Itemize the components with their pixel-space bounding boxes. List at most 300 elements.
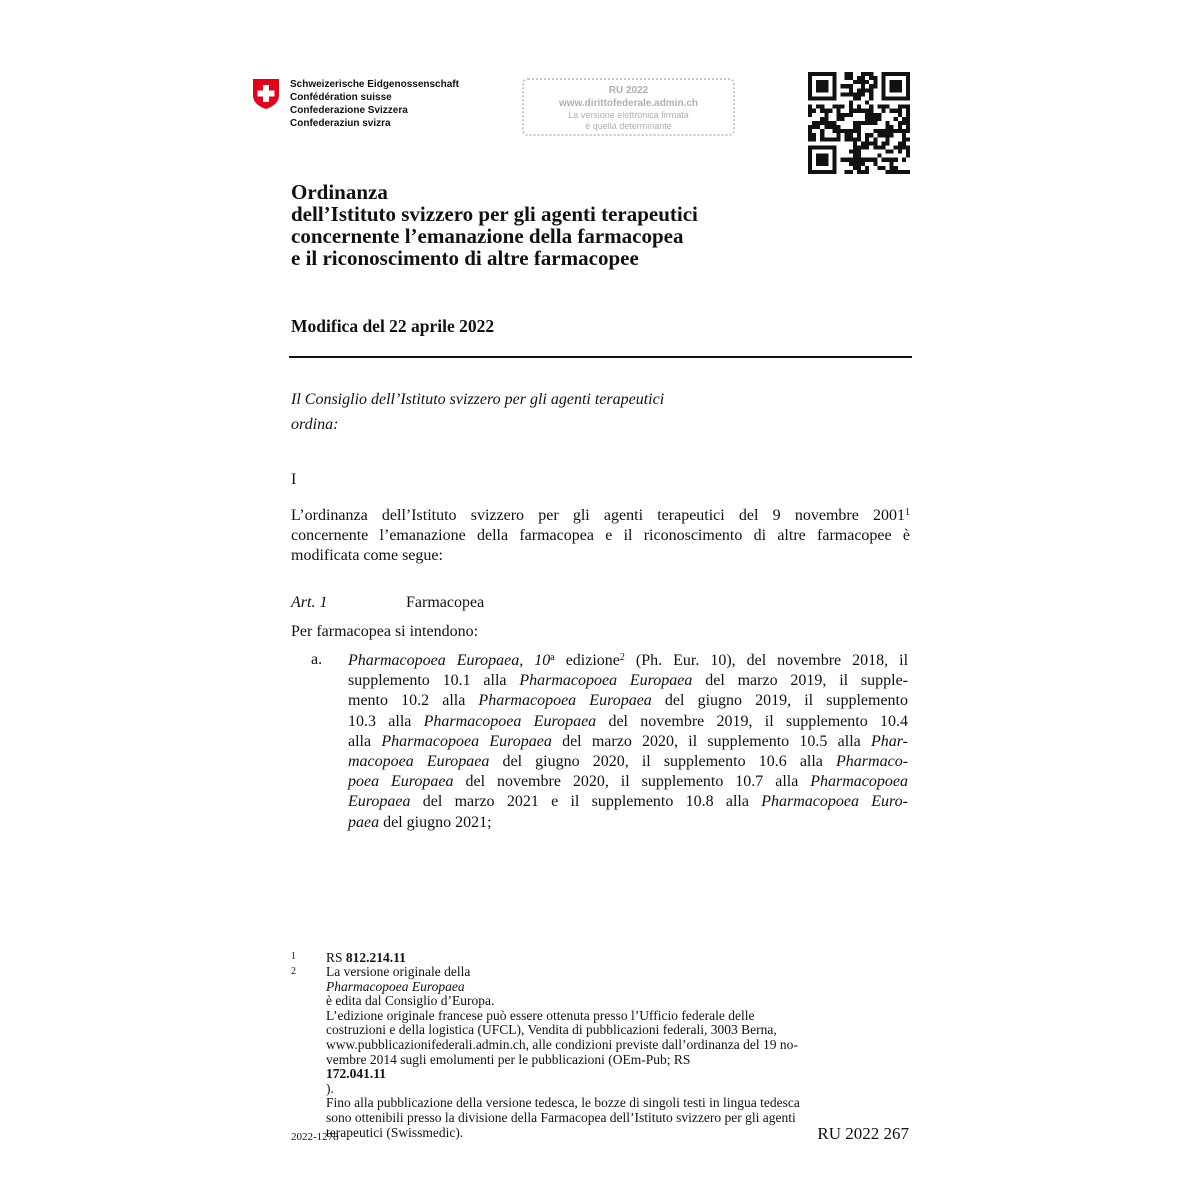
- qr-module: [857, 129, 861, 133]
- qr-module: [902, 96, 906, 100]
- qr-module: [820, 96, 824, 100]
- qr-module: [853, 125, 857, 129]
- qr-module: [906, 113, 910, 117]
- qr-module: [837, 129, 841, 133]
- qr-module: [824, 109, 828, 113]
- qr-module: [853, 150, 857, 154]
- qr-module: [845, 129, 849, 133]
- qr-module: [816, 105, 820, 109]
- qr-module: [906, 84, 910, 88]
- qr-module: [808, 129, 812, 133]
- qr-module: [849, 129, 853, 133]
- qr-module: [890, 129, 894, 133]
- qr-module: [808, 96, 812, 100]
- qr-module: [824, 145, 828, 149]
- qr-module: [906, 117, 910, 121]
- qr-module: [816, 96, 820, 100]
- article-label: Art. 1: [291, 594, 328, 611]
- qr-module: [898, 129, 902, 133]
- qr-module: [869, 88, 873, 92]
- qr-code-icon[interactable]: [808, 72, 910, 174]
- qr-module: [857, 109, 861, 113]
- qr-module: [898, 145, 902, 149]
- qr-module: [837, 133, 841, 137]
- qr-module: [894, 109, 898, 113]
- qr-module: [849, 101, 853, 105]
- item-text: del novembre 2019, il supplemento 10.4: [596, 712, 909, 730]
- item-line: [348, 792, 908, 812]
- qr-module: [894, 88, 898, 92]
- pharmacopoeia-name: Pharmacopoea Europaea: [381, 732, 552, 750]
- qr-module: [861, 92, 865, 96]
- qr-module: [898, 88, 902, 92]
- qr-module: [808, 84, 812, 88]
- qr-module: [808, 92, 812, 96]
- qr-module: [824, 162, 828, 166]
- qr-module: [865, 137, 869, 141]
- pharmacopoeia-name: Pharmacopoea Europaea: [326, 978, 465, 994]
- qr-module: [865, 113, 869, 117]
- qr-module: [881, 76, 885, 80]
- qr-module: [869, 113, 873, 117]
- qr-module: [881, 96, 885, 100]
- qr-module: [824, 88, 828, 92]
- qr-module: [894, 158, 898, 162]
- footnote-number: 2: [291, 966, 296, 977]
- qr-module: [898, 125, 902, 129]
- qr-module: [873, 145, 877, 149]
- qr-module: [845, 84, 849, 88]
- qr-module: [877, 166, 881, 170]
- qr-module: [853, 166, 857, 170]
- qr-module: [861, 121, 865, 125]
- qr-module: [820, 80, 824, 84]
- qr-module: [845, 133, 849, 137]
- qr-module: [845, 76, 849, 80]
- qr-module: [828, 96, 832, 100]
- qr-module: [837, 125, 841, 129]
- qr-module: [890, 109, 894, 113]
- qr-module: [824, 113, 828, 117]
- qr-module: [873, 117, 877, 121]
- footnote-line: sono ottenibili presso la divisione della Farmacopea dell’Istituto svizzero per gli agenti: [326, 1109, 796, 1125]
- qr-module: [808, 109, 812, 113]
- item-text: edizione: [554, 652, 620, 669]
- qr-module: [877, 117, 881, 121]
- document-title: [291, 181, 698, 269]
- pharmacopoeia-name: paea: [348, 813, 380, 831]
- qr-module: [824, 117, 828, 121]
- qr-module: [881, 105, 885, 109]
- qr-module: [869, 72, 873, 76]
- qr-module: [861, 141, 865, 145]
- qr-module: [853, 129, 857, 133]
- qr-module: [820, 105, 824, 109]
- qr-module: [881, 72, 885, 76]
- item-text: del giugno 2021;: [379, 813, 492, 831]
- rs-reference[interactable]: 812.214.11: [345, 950, 406, 965]
- qr-module: [820, 121, 824, 125]
- qr-module: [824, 80, 828, 84]
- qr-module: [812, 96, 816, 100]
- item-text: , 10: [519, 652, 551, 669]
- qr-module: [865, 133, 869, 137]
- qr-module: [832, 72, 836, 76]
- qr-module: [898, 170, 902, 174]
- qr-module: [824, 154, 828, 158]
- qr-module: [841, 158, 845, 162]
- qr-module: [873, 158, 877, 162]
- qr-module: [873, 162, 877, 166]
- intro-line: modificata come segue:: [291, 547, 443, 564]
- pharmacopoeia-name: poea Europaea: [348, 773, 454, 791]
- qr-module: [832, 150, 836, 154]
- qr-module: [832, 96, 836, 100]
- qr-module: [881, 88, 885, 92]
- qr-module: [898, 109, 902, 113]
- qr-module: [832, 125, 836, 129]
- qr-module: [853, 162, 857, 166]
- item-text: del novembre 2020, il supplemento 10.7 alla: [453, 773, 811, 791]
- section-intro: [291, 506, 910, 566]
- federation-name-it: Confederazione Svizzera: [290, 105, 408, 116]
- footnote-line: costruzioni e della logistica (UFCL), Vendita di pubblicazioni federali, 3003 Berna,: [326, 1022, 777, 1038]
- footnote-ref-1[interactable]: 1: [905, 507, 910, 518]
- qr-module: [824, 125, 828, 129]
- qr-module: [824, 84, 828, 88]
- qr-module: [861, 162, 865, 166]
- qr-module: [820, 170, 824, 174]
- qr-module: [816, 145, 820, 149]
- qr-module: [841, 84, 845, 88]
- qr-module: [832, 166, 836, 170]
- qr-module: [894, 80, 898, 84]
- qr-module: [820, 129, 824, 133]
- qr-module: [828, 125, 832, 129]
- qr-module: [873, 84, 877, 88]
- qr-module: [869, 141, 873, 145]
- qr-module: [869, 105, 873, 109]
- qr-module: [894, 84, 898, 88]
- qr-module: [906, 150, 910, 154]
- qr-module: [886, 121, 890, 125]
- qr-module: [853, 96, 857, 100]
- qr-module: [894, 129, 898, 133]
- qr-module: [865, 101, 869, 105]
- qr-module: [832, 84, 836, 88]
- qr-module: [886, 72, 890, 76]
- qr-module: [886, 170, 890, 174]
- qr-module: [849, 84, 853, 88]
- qr-module: [832, 162, 836, 166]
- electronic-version-stamp: [522, 78, 735, 136]
- qr-module: [857, 154, 861, 158]
- item-text: supplemento 10.1 alla: [348, 672, 520, 690]
- qr-module: [853, 145, 857, 149]
- qr-module: [857, 133, 861, 137]
- qr-module: [816, 84, 820, 88]
- qr-module: [861, 170, 865, 174]
- qr-module: [861, 72, 865, 76]
- qr-module: [849, 158, 853, 162]
- qr-module: [881, 80, 885, 84]
- qr-module: [853, 158, 857, 162]
- qr-module: [877, 105, 881, 109]
- qr-module: [886, 129, 890, 133]
- qr-module: [881, 129, 885, 133]
- item-line: [348, 752, 908, 772]
- qr-module: [832, 92, 836, 96]
- qr-module: [845, 158, 849, 162]
- qr-module: [812, 121, 816, 125]
- qr-module: [906, 72, 910, 76]
- pharmacopoeia-name: Pharmacopoea Euro-: [761, 793, 909, 811]
- footnote-text: vembre 2014 sugli emolumenti per le pubblicazioni (OEm-Pub; RS: [326, 1051, 691, 1067]
- qr-module: [845, 170, 849, 174]
- item-text: del marzo 2019, il supple-: [692, 672, 909, 690]
- qr-module: [906, 121, 910, 125]
- qr-module: [808, 80, 812, 84]
- qr-module: [857, 150, 861, 154]
- qr-module: [820, 137, 824, 141]
- qr-module: [828, 170, 832, 174]
- item-line: [348, 671, 908, 691]
- qr-module: [865, 80, 869, 84]
- title-line: dell’Istituto svizzero per gli agenti terapeutici: [291, 202, 698, 226]
- qr-module: [816, 170, 820, 174]
- footnote-line: www.pubblicazionifederali.admin.ch, alle condizioni previste dall’ordinanza del 19 no-: [326, 1036, 798, 1052]
- qr-module: [849, 92, 853, 96]
- qr-module: [808, 72, 812, 76]
- qr-module: [808, 76, 812, 80]
- qr-module: [894, 145, 898, 149]
- qr-module: [890, 84, 894, 88]
- qr-module: [824, 121, 828, 125]
- qr-module: [828, 145, 832, 149]
- footnote-line: Fino alla pubblicazione della versione tedesca, le bozze di singoli testi in lingua tedesca: [326, 1095, 800, 1111]
- qr-module: [906, 76, 910, 80]
- qr-module: [865, 109, 869, 113]
- qr-module: [890, 170, 894, 174]
- qr-module: [877, 154, 881, 158]
- qr-module: [853, 109, 857, 113]
- qr-module: [808, 105, 812, 109]
- qr-module: [832, 170, 836, 174]
- footnote-text: RS: [326, 950, 346, 965]
- list-item: [348, 651, 908, 833]
- qr-module: [816, 80, 820, 84]
- qr-module: [857, 158, 861, 162]
- pharmacopoeia-name: Phar-: [870, 732, 908, 750]
- item-line: [348, 712, 908, 732]
- pharmacopoeia-name: Pharmaco-: [836, 753, 909, 771]
- qr-module: [841, 113, 845, 117]
- qr-module: [890, 72, 894, 76]
- item-line: [348, 813, 908, 833]
- qr-module: [890, 80, 894, 84]
- qr-module: [898, 105, 902, 109]
- qr-module: [841, 92, 845, 96]
- qr-module: [886, 133, 890, 137]
- qr-module: [849, 72, 853, 76]
- qr-module: [894, 170, 898, 174]
- qr-module: [820, 133, 824, 137]
- qr-module: [853, 121, 857, 125]
- qr-module: [894, 117, 898, 121]
- qr-module: [849, 113, 853, 117]
- qr-module: [881, 92, 885, 96]
- footnote-line: terapeutici (Swissmedic).: [326, 1124, 464, 1140]
- qr-module: [841, 129, 845, 133]
- qr-module: [845, 113, 849, 117]
- qr-module: [869, 117, 873, 121]
- qr-module: [877, 129, 881, 133]
- qr-module: [849, 133, 853, 137]
- qr-module: [812, 109, 816, 113]
- qr-module: [816, 72, 820, 76]
- qr-module: [890, 158, 894, 162]
- footnote-text: La versione originale della: [326, 964, 471, 979]
- qr-module: [873, 80, 877, 84]
- footnote-line: [326, 965, 892, 1009]
- qr-module: [869, 92, 873, 96]
- qr-module: [873, 76, 877, 80]
- title-line: Ordinanza: [291, 180, 388, 204]
- qr-module: [808, 162, 812, 166]
- qr-module: [849, 105, 853, 109]
- qr-module: [886, 105, 890, 109]
- pharmacopoeia-name: Europaea: [348, 793, 411, 811]
- item-text: 10.3 alla: [348, 712, 424, 730]
- pharmacopoeia-name: Pharmacopoea: [810, 773, 909, 791]
- article-title: Farmacopea: [406, 594, 485, 611]
- intro-line: concernente l’emanazione della farmacopea e il riconoscimento di altre farmacopee è: [291, 527, 910, 544]
- qr-module: [808, 170, 812, 174]
- qr-module: [865, 88, 869, 92]
- qr-module: [808, 166, 812, 170]
- qr-module: [853, 141, 857, 145]
- stamp-note-2: è quella determinante: [585, 121, 672, 131]
- qr-module: [906, 92, 910, 96]
- qr-module: [865, 117, 869, 121]
- qr-module: [820, 84, 824, 88]
- qr-module: [865, 158, 869, 162]
- page-reference: RU 2022 267: [817, 1124, 909, 1143]
- qr-module: [857, 88, 861, 92]
- qr-module: [873, 141, 877, 145]
- qr-module: [841, 105, 845, 109]
- stamp-note-1: La versione elettronica firmata: [568, 110, 689, 120]
- qr-module: [890, 162, 894, 166]
- qr-module: [886, 137, 890, 141]
- qr-module: [894, 72, 898, 76]
- qr-module: [902, 158, 906, 162]
- qr-module: [881, 84, 885, 88]
- item-text: mento 10.2 alla: [348, 692, 479, 710]
- qr-module: [837, 113, 841, 117]
- qr-module: [881, 145, 885, 149]
- qr-module: [865, 166, 869, 170]
- qr-module: [906, 125, 910, 129]
- qr-module: [894, 166, 898, 170]
- item-line: [348, 772, 908, 792]
- qr-module: [832, 145, 836, 149]
- qr-module: [881, 133, 885, 137]
- qr-module: [808, 137, 812, 141]
- qr-module: [906, 80, 910, 84]
- qr-module: [865, 145, 869, 149]
- qr-module: [812, 137, 816, 141]
- qr-module: [898, 80, 902, 84]
- qr-module: [841, 117, 845, 121]
- qr-module: [820, 162, 824, 166]
- federation-name-fr: Confédération suisse: [290, 92, 392, 103]
- qr-module: [832, 121, 836, 125]
- stamp-url[interactable]: www.dirittofederale.admin.ch: [558, 98, 699, 109]
- qr-module: [808, 150, 812, 154]
- qr-module: [898, 96, 902, 100]
- footnote-line: [326, 1053, 892, 1097]
- article-lead: Per farmacopea si intendono:: [291, 623, 479, 640]
- qr-module: [902, 129, 906, 133]
- qr-module: [853, 92, 857, 96]
- qr-module: [824, 158, 828, 162]
- footnote-text: è edita dal Consiglio d’Europa.: [326, 993, 495, 1009]
- qr-module: [832, 80, 836, 84]
- qr-module: [861, 158, 865, 162]
- qr-module: [820, 154, 824, 158]
- preamble: [291, 387, 664, 437]
- qr-module: [898, 141, 902, 145]
- qr-module: [832, 105, 836, 109]
- footnote-2: [326, 965, 892, 1140]
- qr-module: [832, 129, 836, 133]
- qr-module: [857, 162, 861, 166]
- qr-module: [812, 170, 816, 174]
- qr-module: [816, 158, 820, 162]
- qr-module: [816, 88, 820, 92]
- qr-module: [865, 170, 869, 174]
- qr-module: [902, 121, 906, 125]
- footnote-ref-2[interactable]: 2: [619, 652, 625, 663]
- list-item-letter: a.: [311, 651, 323, 668]
- qr-module: [890, 88, 894, 92]
- qr-module: [857, 76, 861, 80]
- qr-module: [820, 109, 824, 113]
- qr-module: [902, 141, 906, 145]
- qr-module: [886, 141, 890, 145]
- qr-module: [857, 121, 861, 125]
- qr-module: [869, 96, 873, 100]
- document-id: 2022-1278: [291, 1131, 339, 1143]
- qr-module: [865, 121, 869, 125]
- qr-module: [906, 129, 910, 133]
- rs-reference[interactable]: 172.041.11: [326, 1066, 387, 1082]
- qr-module: [845, 137, 849, 141]
- qr-module: [849, 137, 853, 141]
- qr-module: [865, 72, 869, 76]
- qr-module: [812, 145, 816, 149]
- qr-module: [861, 76, 865, 80]
- qr-module: [881, 109, 885, 113]
- footnote-text: ).: [326, 1080, 334, 1096]
- qr-module: [828, 72, 832, 76]
- qr-module: [812, 125, 816, 129]
- qr-module: [869, 121, 873, 125]
- qr-module: [906, 170, 910, 174]
- qr-module: [828, 109, 832, 113]
- federation-name-rm: Confederaziun svizra: [290, 118, 391, 129]
